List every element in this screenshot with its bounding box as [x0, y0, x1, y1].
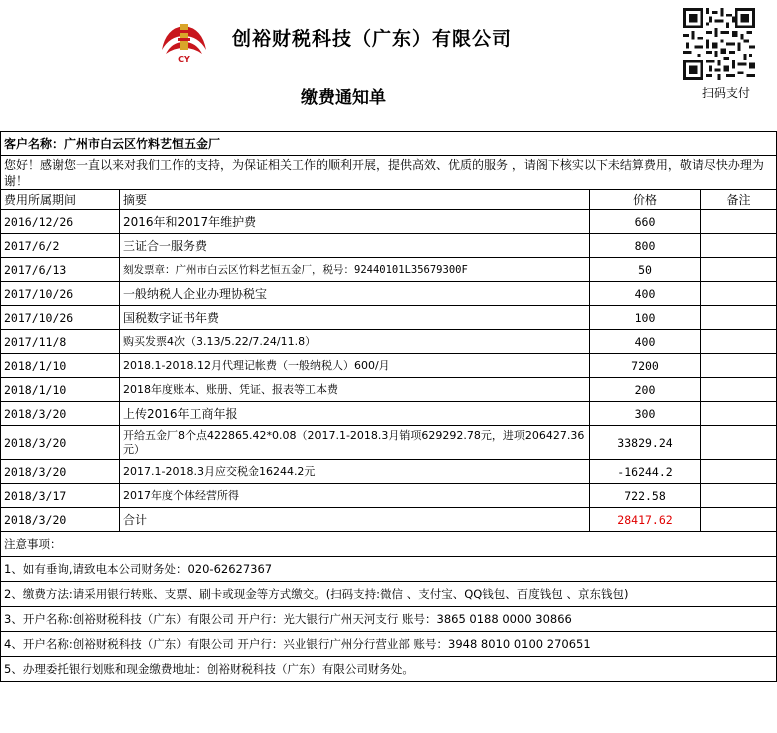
fee-table [0, 131, 777, 682]
logo-text: CY [178, 55, 190, 64]
note-item: 1、如有垂询,请致电本公司财务处：020-62627367 [1, 557, 777, 582]
cell-remark [701, 378, 777, 402]
table-row [1, 354, 777, 378]
cell-summary: 2017.1-2018.3月应交税金16244.2元 [120, 460, 590, 484]
total-amount: 28417.62 [590, 508, 701, 532]
cell-summary: 2018.1-2018.12月代理记帐费（一般纳税人）600/月 [120, 354, 590, 378]
total-label: 合计 [120, 508, 590, 532]
note-item: 3、开户名称:创裕财税科技（广东）有限公司 开户行：光大银行广州天河支行 账号：3865 0188 0000 30866 [1, 607, 777, 632]
cell-price: 400 [590, 282, 701, 306]
cell-summary: 三证合一服务费 [120, 234, 590, 258]
company-logo [158, 20, 210, 64]
cell-price: 200 [590, 378, 701, 402]
cell-remark [701, 402, 777, 426]
note-item: 5、办理委托银行划账和现金缴费地址：创裕财税科技（广东）有限公司财务处。 [1, 657, 777, 682]
company-name: 创裕财税科技（广东）有限公司 [232, 28, 513, 50]
cell-period: 2017/11/8 [1, 330, 120, 354]
cell-period: 2017/6/13 [1, 258, 120, 282]
table-row [1, 306, 777, 330]
notes-title: 注意事项： [1, 532, 777, 557]
cell-period: 2017/10/26 [1, 306, 120, 330]
cell-price: 660 [590, 210, 701, 234]
col-header-summary: 摘要 [120, 190, 590, 210]
customer-label: 客户名称： [4, 137, 65, 151]
customer-cell [1, 132, 777, 156]
cell-period: 2018/3/20 [1, 426, 120, 460]
cell-price: 33829.24 [590, 426, 701, 460]
cell-price: 7200 [590, 354, 701, 378]
cell-period: 2017/6/2 [1, 234, 120, 258]
cell-price: 400 [590, 330, 701, 354]
cell-remark [701, 258, 777, 282]
customer-row [1, 132, 777, 156]
col-header-price: 价格 [590, 190, 701, 210]
cell-remark [701, 306, 777, 330]
document-title: 缴费通知单 [301, 88, 386, 108]
cell-price: -16244.2 [590, 460, 701, 484]
qr-code-icon[interactable] [683, 8, 755, 80]
column-header-row [1, 190, 777, 210]
cell-summary: 2018年度账本、账册、凭证、报表等工本费 [120, 378, 590, 402]
cell-summary: 开给五金厂8个点422865.42*0.08（2017.1-2018.3月销项629292.78元，进项206427.36元） [120, 426, 590, 460]
total-row [1, 508, 777, 532]
cell-remark [701, 460, 777, 484]
col-header-remark: 备注 [701, 190, 777, 210]
cell-remark [701, 426, 777, 460]
cell-period: 2018/1/10 [1, 354, 120, 378]
cell-remark [701, 354, 777, 378]
scan-to-pay-label: 扫码支付 [702, 86, 751, 100]
cell-price: 300 [590, 402, 701, 426]
cell-price: 722.58 [590, 484, 701, 508]
cell-summary: 购买发票4次（3.13/5.22/7.24/11.8） [120, 330, 590, 354]
greeting-text: 您好！感谢您一直以来对我们工作的支持，为保证相关工作的顺利开展，提供高效、优质的服务 ，请阁下核实以下未结算费用，敬请尽快办理为谢！ [1, 156, 777, 190]
cell-summary: 2017年度个体经营所得 [120, 484, 590, 508]
cell-period: 2016/12/26 [1, 210, 120, 234]
cell-period: 2018/3/20 [1, 402, 120, 426]
customer-name: 广州市白云区竹料艺恒五金厂 [64, 137, 221, 151]
table-row [1, 460, 777, 484]
table-row [1, 258, 777, 282]
cell-summary: 国税数字证书年费 [120, 306, 590, 330]
table-row [1, 210, 777, 234]
cell-summary: 一般纳税人企业办理协税宝 [120, 282, 590, 306]
cell-price: 800 [590, 234, 701, 258]
cell-price: 100 [590, 306, 701, 330]
table-row [1, 402, 777, 426]
cell-price: 50 [590, 258, 701, 282]
cell-summary: 2016年和2017年维护费 [120, 210, 590, 234]
table-row [1, 484, 777, 508]
cell-summary: 刻发票章：广州市白云区竹料艺恒五金厂，税号：92440101L35679300F [120, 258, 590, 282]
cell-summary: 上传2016年工商年报 [120, 402, 590, 426]
col-header-period: 费用所属期间 [1, 190, 120, 210]
cell-period: 2017/10/26 [1, 282, 120, 306]
table-row [1, 330, 777, 354]
cell-period: 2018/3/20 [1, 460, 120, 484]
table-row [1, 234, 777, 258]
cell-period: 2018/1/10 [1, 378, 120, 402]
cell-remark [701, 484, 777, 508]
note-item: 4、开户名称:创裕财税科技（广东）有限公司 开户行：兴业银行广州分行营业部 账号：3948 8010 0100 270651 [1, 632, 777, 657]
greeting-row [1, 156, 777, 190]
table-row [1, 378, 777, 402]
total-period: 2018/3/20 [1, 508, 120, 532]
table-row [1, 282, 777, 306]
cell-period: 2018/3/17 [1, 484, 120, 508]
cell-remark [701, 234, 777, 258]
cell-remark [701, 282, 777, 306]
table-row [1, 426, 777, 460]
total-remark [701, 508, 777, 532]
cell-remark [701, 330, 777, 354]
cell-remark [701, 210, 777, 234]
note-item: 2、缴费方法:请采用银行转账、支票、刷卡或现金等方式缴交。(扫码支持:微信 、支付宝、QQ钱包、百度钱包 、京东钱包) [1, 582, 777, 607]
